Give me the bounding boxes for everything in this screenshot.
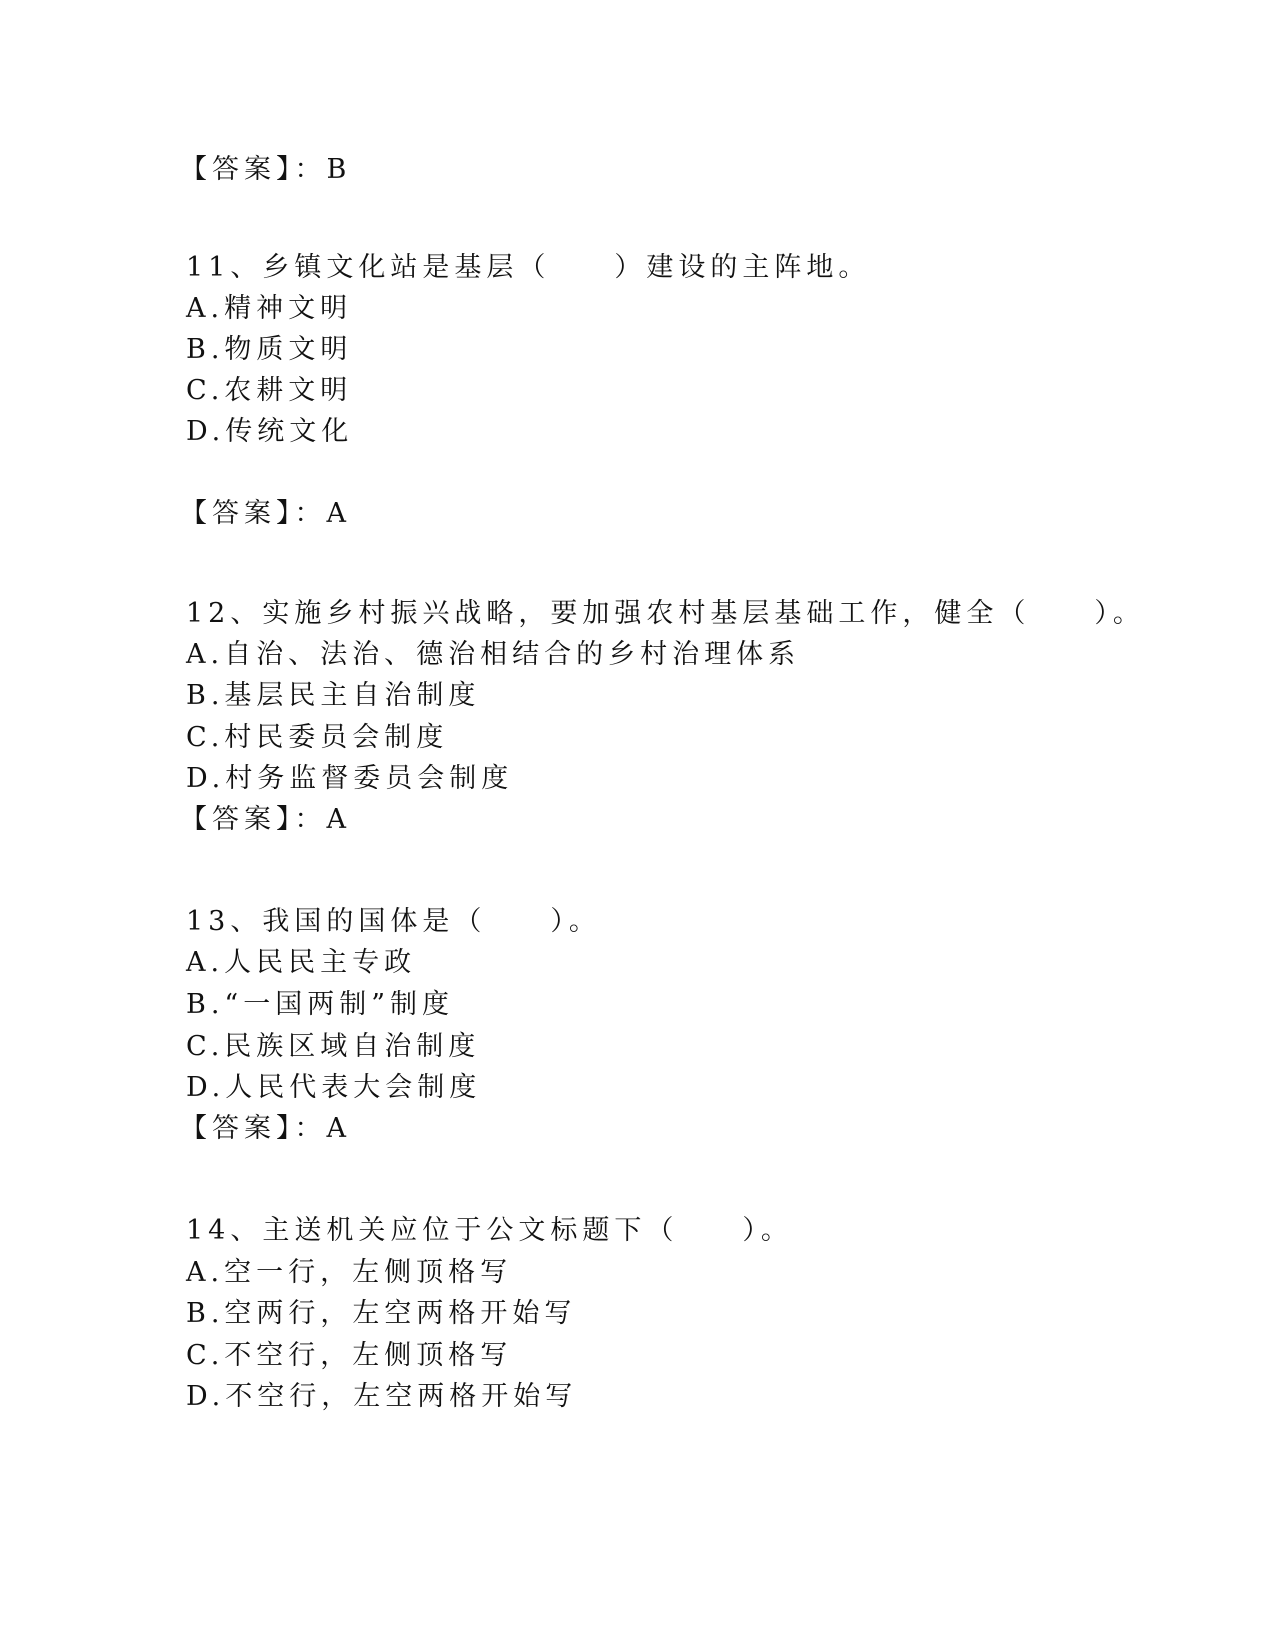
question-13-option-d: D.人民代表大会制度 xyxy=(186,1072,482,1103)
question-14-option-b: B.空两行，左空两格开始写 xyxy=(186,1298,577,1329)
question-13-stem: 13、我国的国体是（ ）。 xyxy=(186,906,601,937)
question-14-stem: 14、主送机关应位于公文标题下（ ）。 xyxy=(186,1215,793,1246)
question-12-option-a: A.自治、法治、德治相结合的乡村治理体系 xyxy=(186,639,801,670)
answer-10: 【答案】：B xyxy=(180,154,352,185)
answer-12: 【答案】：A xyxy=(180,804,351,835)
question-12-option-c: C.村民委员会制度 xyxy=(186,722,449,753)
question-11-option-d: D.传统文化 xyxy=(186,416,354,447)
question-11-option-c: C.农耕文明 xyxy=(186,375,353,406)
question-14-option-c: C.不空行，左侧顶格写 xyxy=(186,1340,513,1371)
question-13-option-b: B.“一国两制”制度 xyxy=(186,989,455,1020)
question-12-option-b: B.基层民主自治制度 xyxy=(186,680,481,711)
question-12-stem: 12、实施乡村振兴战略，要加强农村基层基础工作，健全（ ）。 xyxy=(186,598,1145,629)
answer-13: 【答案】：A xyxy=(180,1113,351,1144)
question-11-stem: 11、乡镇文化站是基层（ ）建设的主阵地。 xyxy=(186,252,871,283)
question-11-option-a: A.精神文明 xyxy=(186,293,353,324)
question-14-option-d: D.不空行，左空两格开始写 xyxy=(186,1381,578,1412)
question-14-option-a: A.空一行，左侧顶格写 xyxy=(186,1257,513,1288)
question-13-option-a: A.人民民主专政 xyxy=(186,947,417,978)
question-11-option-b: B.物质文明 xyxy=(186,334,353,365)
question-13-option-c: C.民族区域自治制度 xyxy=(186,1031,481,1062)
question-12-option-d: D.村务监督委员会制度 xyxy=(186,763,514,794)
answer-11: 【答案】：A xyxy=(180,498,351,529)
